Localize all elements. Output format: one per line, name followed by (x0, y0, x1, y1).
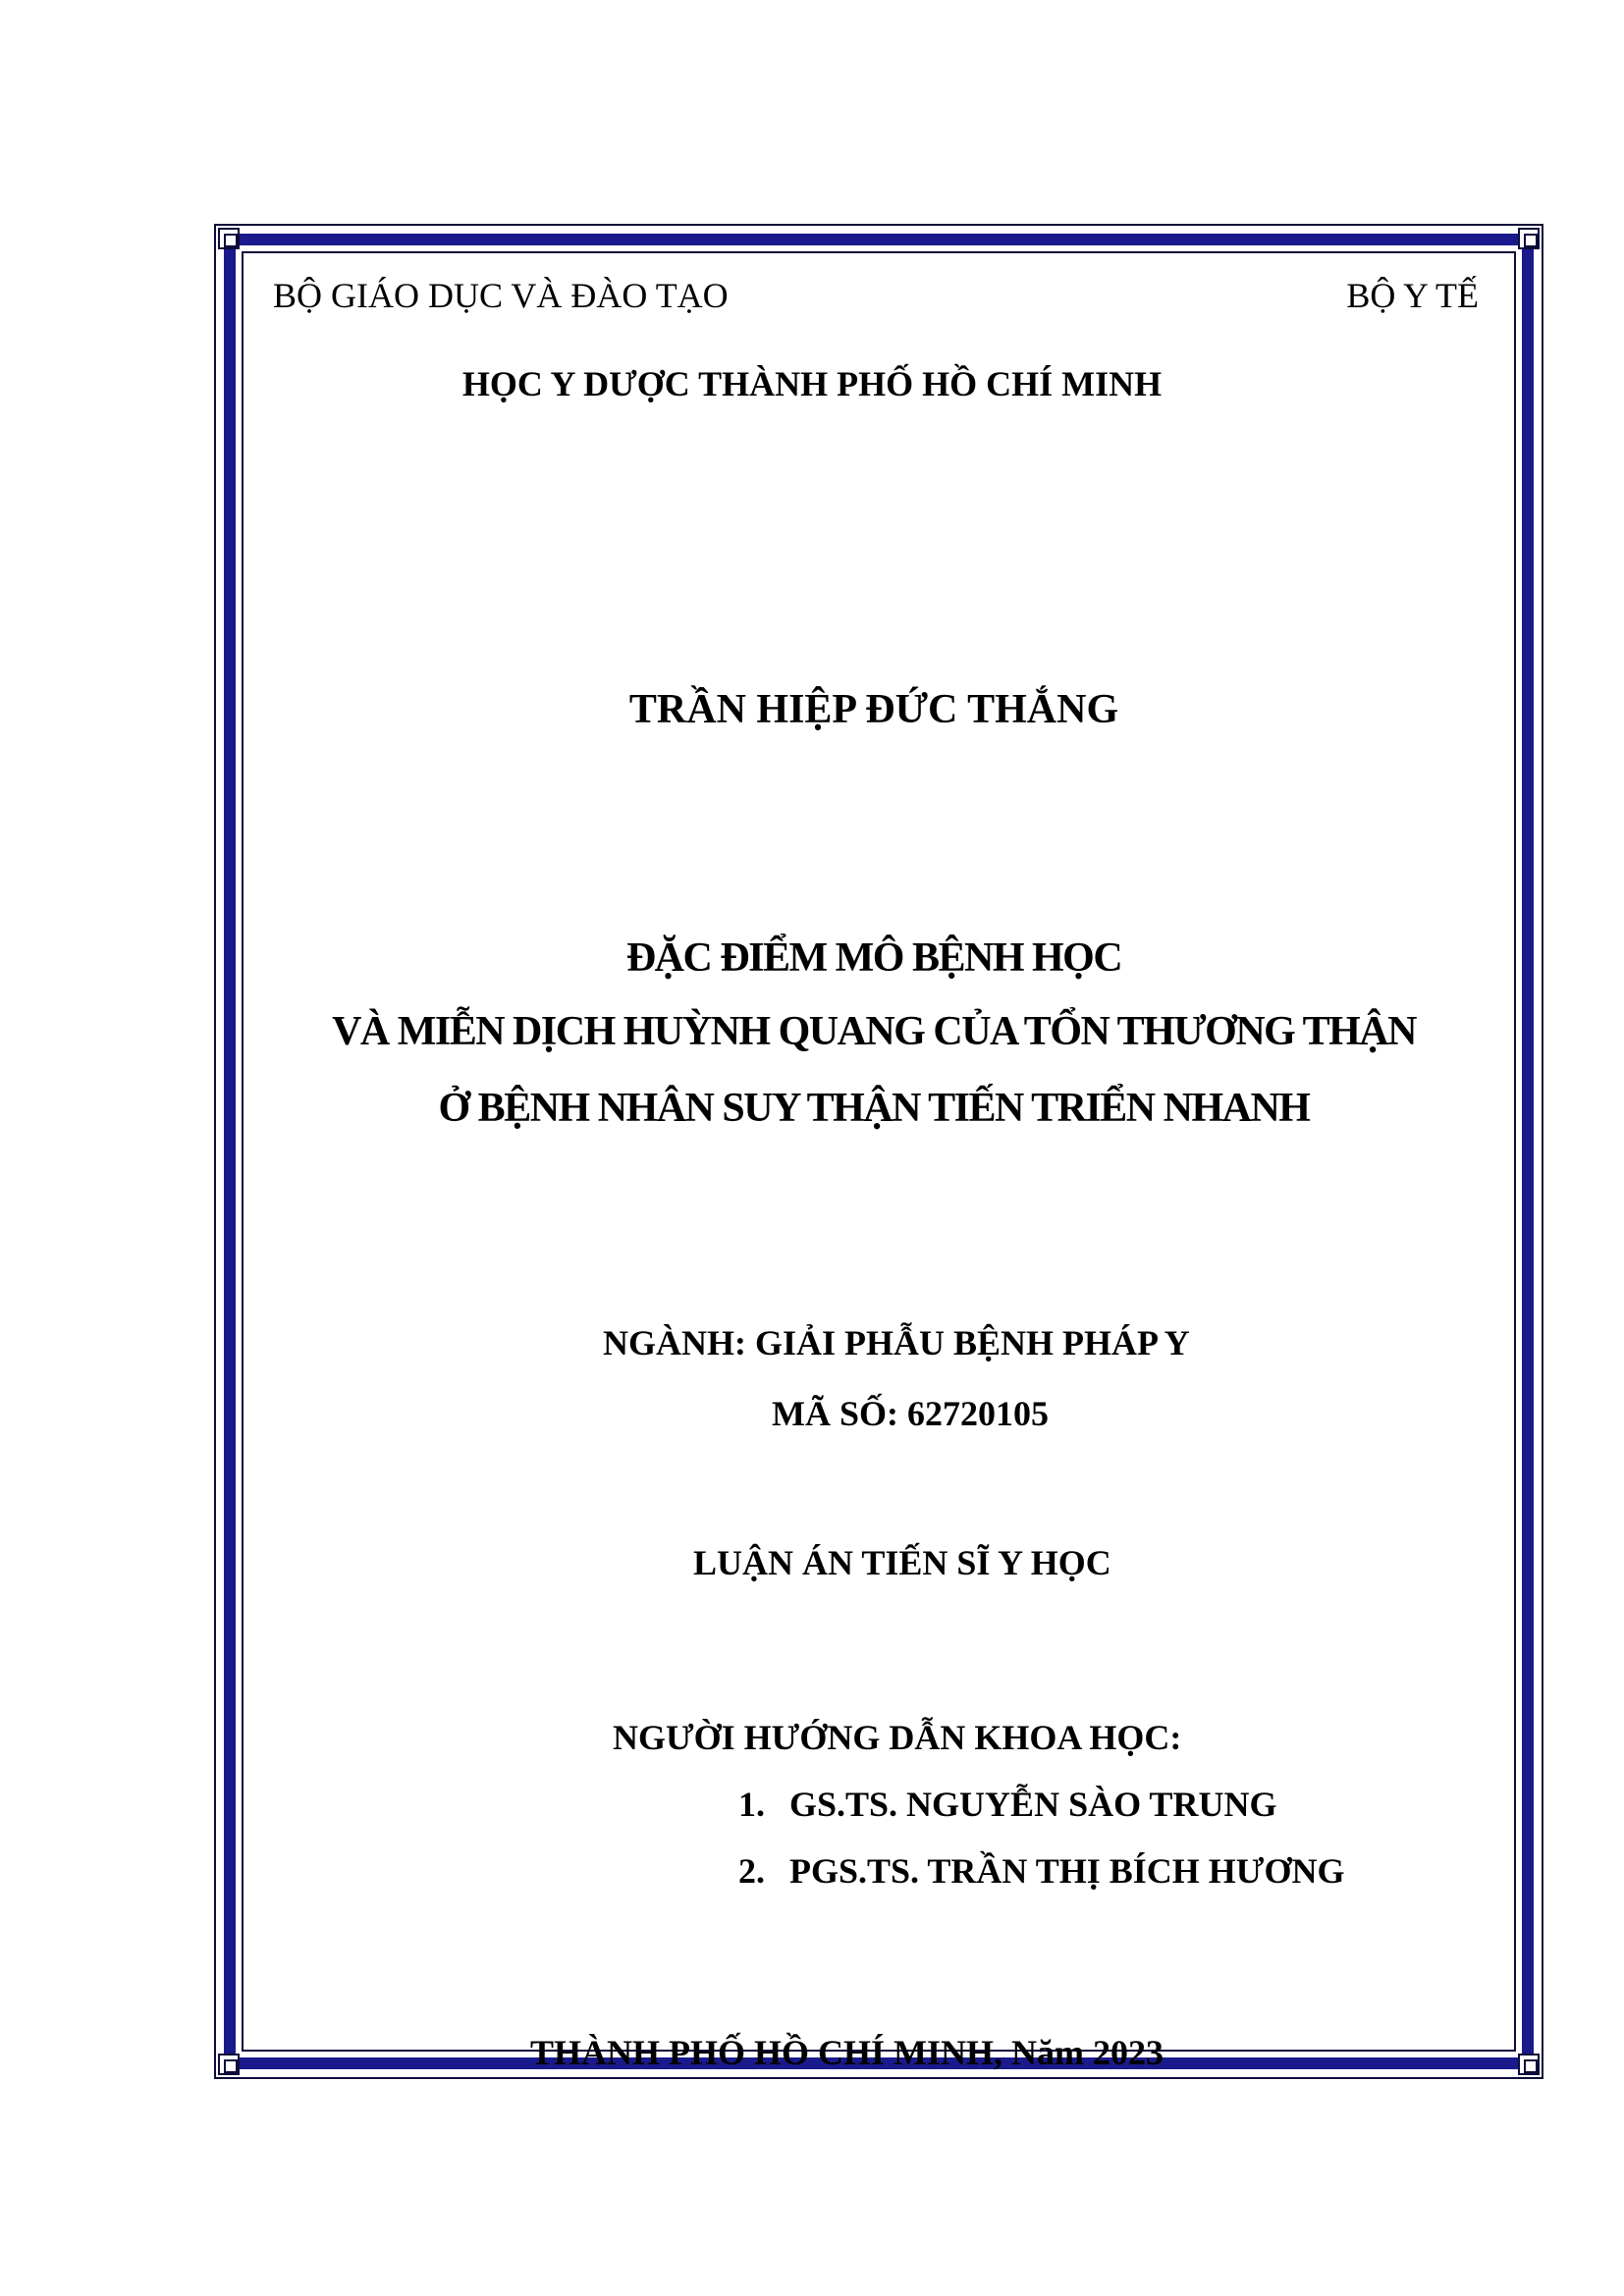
supervisor-item (738, 1853, 1344, 1889)
place-and-year: THÀNH PHỐ HỒ CHÍ MINH, Năm 2023 (530, 2033, 1164, 2072)
field-of-study: NGÀNH: GIẢI PHẪU BỆNH PHÁP Y (603, 1323, 1190, 1362)
field-code: MÃ SỐ: 62720105 (772, 1394, 1049, 1433)
supervisor-name: PGS.TS. TRẦN THỊ BÍCH HƯƠNG (789, 1851, 1345, 1891)
frame-corner-top-left (218, 228, 240, 249)
degree-type: LUẬN ÁN TIẾN SĨ Y HỌC (693, 1543, 1111, 1582)
ministry-health: BỘ Y TẾ (1346, 276, 1479, 315)
thesis-title-line-1: ĐẶC ĐIỂM MÔ BỆNH HỌC (625, 935, 1122, 981)
supervisors-heading: NGƯỜI HƯỚNG DẪN KHOA HỌC: (613, 1718, 1182, 1757)
supervisor-number: 1. (738, 1785, 765, 1824)
frame-corner-bottom-left (218, 2054, 240, 2075)
supervisor-number: 2. (738, 1851, 765, 1891)
thesis-title-line-3: Ở BỆNH NHÂN SUY THẬN TIẾN TRIỂN NHANH (438, 1086, 1310, 1131)
supervisor-name: GS.TS. NGUYỄN SÀO TRUNG (789, 1785, 1277, 1824)
frame-corner-bottom-right (1518, 2054, 1540, 2075)
university-name: HỌC Y DƯỢC THÀNH PHỐ HỒ CHÍ MINH (461, 364, 1163, 403)
author-name: TRẦN HIỆP ĐỨC THẮNG (628, 687, 1119, 732)
thesis-title-line-2: VÀ MIỄN DỊCH HUỲNH QUANG CỦA TỔN THƯƠNG THẬN (332, 1009, 1416, 1054)
supervisor-item (738, 1787, 1276, 1822)
page-frame-inner (242, 251, 1516, 2052)
ministry-education: BỘ GIÁO DỤC VÀ ĐÀO TẠO (273, 276, 729, 315)
frame-corner-top-right (1518, 228, 1540, 249)
